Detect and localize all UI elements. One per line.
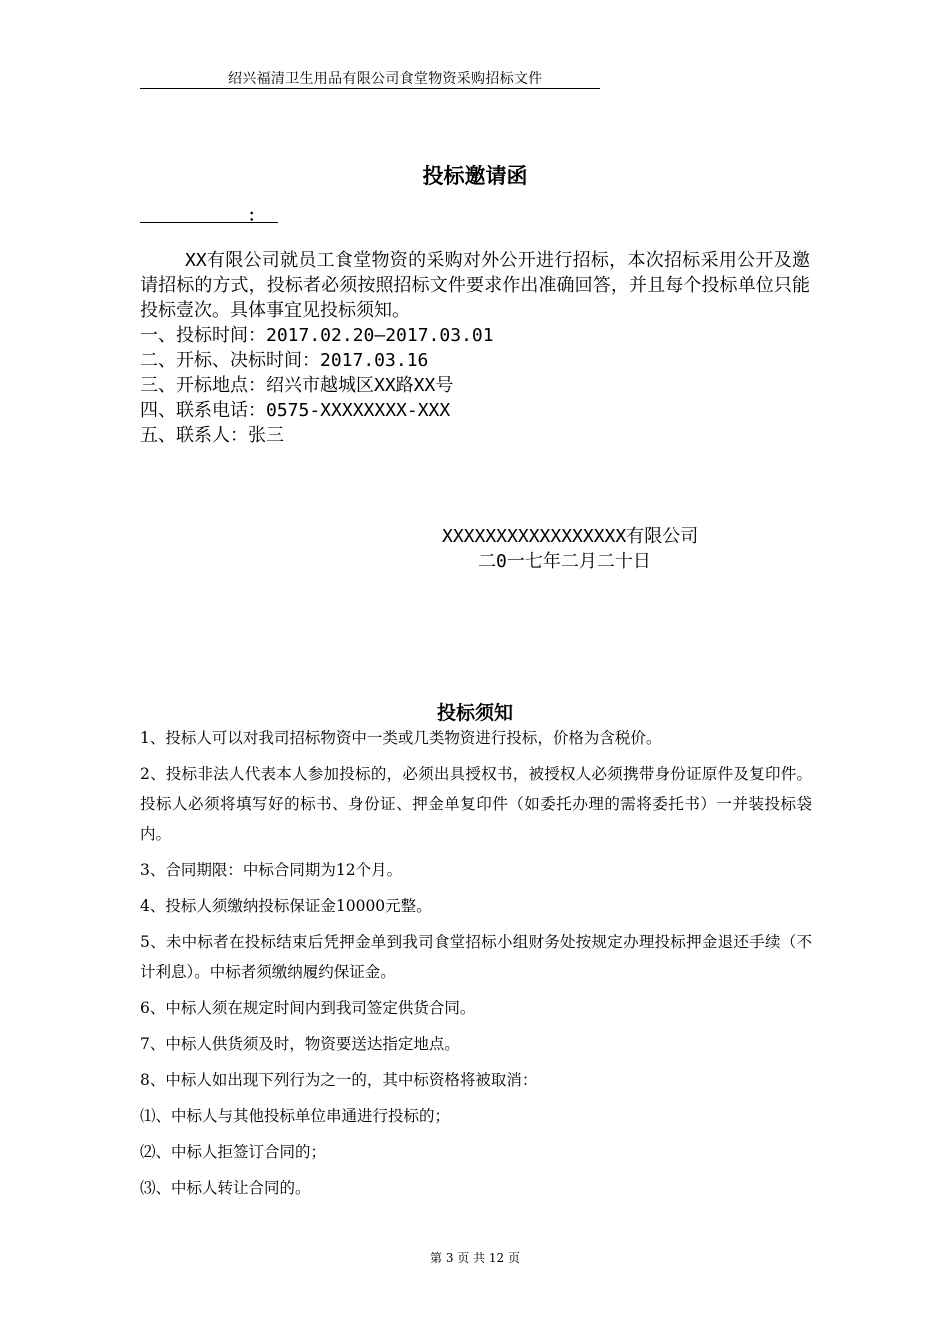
signer-company: XXXXXXXXXXXXXXXXX有限公司 xyxy=(442,526,699,547)
notice-list xyxy=(140,720,812,1206)
notice-subitem: ⑶、中标人转让合同的。 xyxy=(140,1179,311,1197)
page-footer: 第 3 页 共 12 页 xyxy=(430,1251,520,1265)
invitation-item-time: 一、投标时间：2017.02.20—2017.03.01 xyxy=(140,325,494,346)
notice-item: 2、投标非法人代表本人参加投标的，必须出具授权书，被授权人必须携带身份证原件及复印件。投标人必须将填写好的标书、身份证、押金单复印件（如委托办理的需将委托书）一并装投标袋内。 xyxy=(140,765,812,843)
invitation-title: 投标邀请函 xyxy=(422,163,528,188)
invitation-body xyxy=(140,248,810,448)
notice-item: 4、投标人须缴纳投标保证金10000元整。 xyxy=(140,897,432,915)
invitation-item-location: 三、开标地点：绍兴市越城区XX路XX号 xyxy=(140,375,454,396)
notice-item: 1、投标人可以对我司招标物资中一类或几类物资进行投标，价格为含税价。 xyxy=(140,729,662,747)
notice-item: 8、中标人如出现下列行为之一的，其中标资格将被取消： xyxy=(140,1071,538,1089)
header-title: 绍兴福清卫生用品有限公司食堂物资采购招标文件 xyxy=(228,71,543,87)
notice-item: 5、未中标者在投标结束后凭押金单到我司食堂招标小组财务处按规定办理投标押金退还手续（不计利息）。中标者须缴纳履约保证金。 xyxy=(140,933,812,981)
notice-item: 7、中标人供货须及时，物资要送达指定地点。 xyxy=(140,1035,460,1053)
salutation-blank xyxy=(140,204,278,223)
invitation-item-opening-time: 二、开标、决标时间：2017.03.16 xyxy=(140,350,429,371)
signing-date: 二0一七年二月二十日 xyxy=(478,551,651,572)
notice-item: 3、合同期限：中标合同期为12个月。 xyxy=(140,861,403,879)
invitation-paragraph: XX有限公司就员工食堂物资的采购对外公开进行招标，本次招标采用公开及邀请招标的方式，投标者必须按照招标文件要求作出准确回答，并且每个投标单位只能投标壹次。具体事宜见投标须知。 xyxy=(140,250,810,321)
notice-subitem: ⑵、中标人拒签订合同的； xyxy=(140,1143,327,1161)
notice-title: 投标须知 xyxy=(436,702,513,724)
notice-subitem: ⑴、中标人与其他投标单位串通进行投标的； xyxy=(140,1107,451,1125)
salutation-colon: ： xyxy=(247,206,264,225)
notice-item: 6、中标人须在规定时间内到我司签定供货合同。 xyxy=(140,999,476,1017)
invitation-item-contact: 五、联系人：张三 xyxy=(140,425,284,446)
invitation-item-phone: 四、联系电话：0575-XXXXXXXX-XXX xyxy=(140,400,451,421)
page-header xyxy=(140,66,600,89)
